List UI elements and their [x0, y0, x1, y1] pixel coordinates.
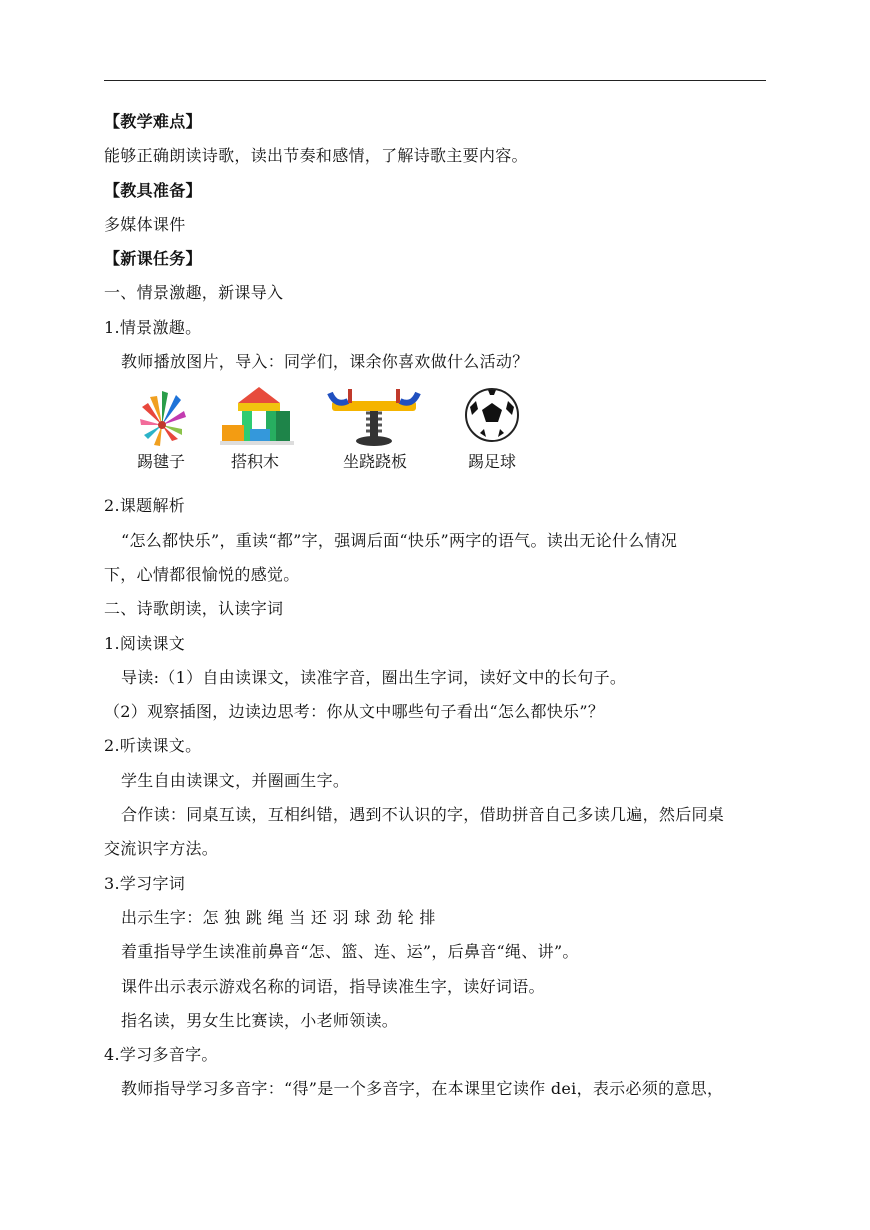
difficulty-text: 能够正确朗读诗歌，读出节奏和感情，了解诗歌主要内容。 — [104, 146, 528, 166]
part1-s1-title: 1.情景激趣。 — [104, 317, 202, 337]
part2-s4-title: 4.学习多音字。 — [104, 1045, 218, 1065]
difficulty-heading: 【教学难点】 — [104, 112, 202, 131]
shuttlecock-icon — [132, 385, 194, 455]
part2-s2-text-2a: 合作读：同桌互读，互相纠错，遇到不认识的字，借助拼音自己多读几遍，然后同桌 — [121, 805, 725, 825]
header-rule — [104, 80, 766, 81]
part2-s3-title: 3.学习字词 — [104, 873, 186, 893]
tools-heading: 【教具准备】 — [104, 180, 202, 200]
part1-s2-text-2: 下，心情都很愉悦的感觉。 — [104, 564, 300, 584]
part1-title: 一、情景激趣，新课导入 — [104, 283, 284, 303]
tools-text: 多媒体课件 — [104, 214, 186, 234]
caption-seesaw: 坐跷跷板 — [342, 452, 407, 472]
part2-s2-text-2b: 交流识字方法。 — [104, 839, 219, 859]
caption-shuttlecock: 踢毽子 — [136, 452, 185, 472]
building-blocks-icon — [220, 385, 298, 447]
part2-s4-text-1: 教师指导学习多音字：“得”是一个多音字，在本课里它读作 dei，表示必须的意思， — [121, 1079, 724, 1099]
task-heading: 【新课任务】 — [104, 249, 202, 269]
part2-s1-text-2: （2）观察插图，边读边思考：你从文中哪些句子看出“怎么都快乐”？ — [104, 702, 605, 722]
part2-s1-title: 1.阅读课文 — [104, 633, 186, 653]
part2-s1-text-1: 导读:（1）自由读课文，读准字音，圈出生字词，读好文中的长句子。 — [121, 667, 627, 687]
part2-title: 二、诗歌朗读，认读字词 — [104, 599, 284, 619]
soccer-ball-icon — [462, 385, 522, 445]
part2-s2-title: 2.听读课文。 — [104, 736, 202, 756]
part2-s2-text-1: 学生自由读课文，并圈画生字。 — [121, 770, 350, 790]
part2-s3-text-4: 指名读，男女生比赛读，小老师领读。 — [121, 1010, 399, 1030]
caption-blocks: 搭积木 — [230, 452, 279, 472]
seesaw-icon — [326, 385, 422, 449]
part2-s3-text-3: 课件出示表示游戏名称的词语，指导读准生字，读好词语。 — [121, 976, 545, 996]
activity-pictures — [104, 379, 768, 489]
part1-s2-text-1: “怎么都快乐”，重读“都”字，强调后面“快乐”两字的语气。读出无论什么情况 — [121, 530, 678, 550]
part2-s3-text-2: 着重指导学生读准前鼻音“怎、篮、连、运”，后鼻音“绳、讲”。 — [121, 942, 579, 962]
part1-s2-title: 2.课题解析 — [104, 496, 186, 516]
part2-s3-text-1: 出示生字：怎 独 跳 绳 当 还 羽 球 劲 轮 排 — [121, 907, 436, 927]
part1-s1-text: 教师播放图片，导入：同学们，课余你喜欢做什么活动？ — [121, 352, 529, 372]
lesson-plan-document — [104, 105, 768, 1107]
caption-soccer: 踢足球 — [467, 452, 516, 472]
